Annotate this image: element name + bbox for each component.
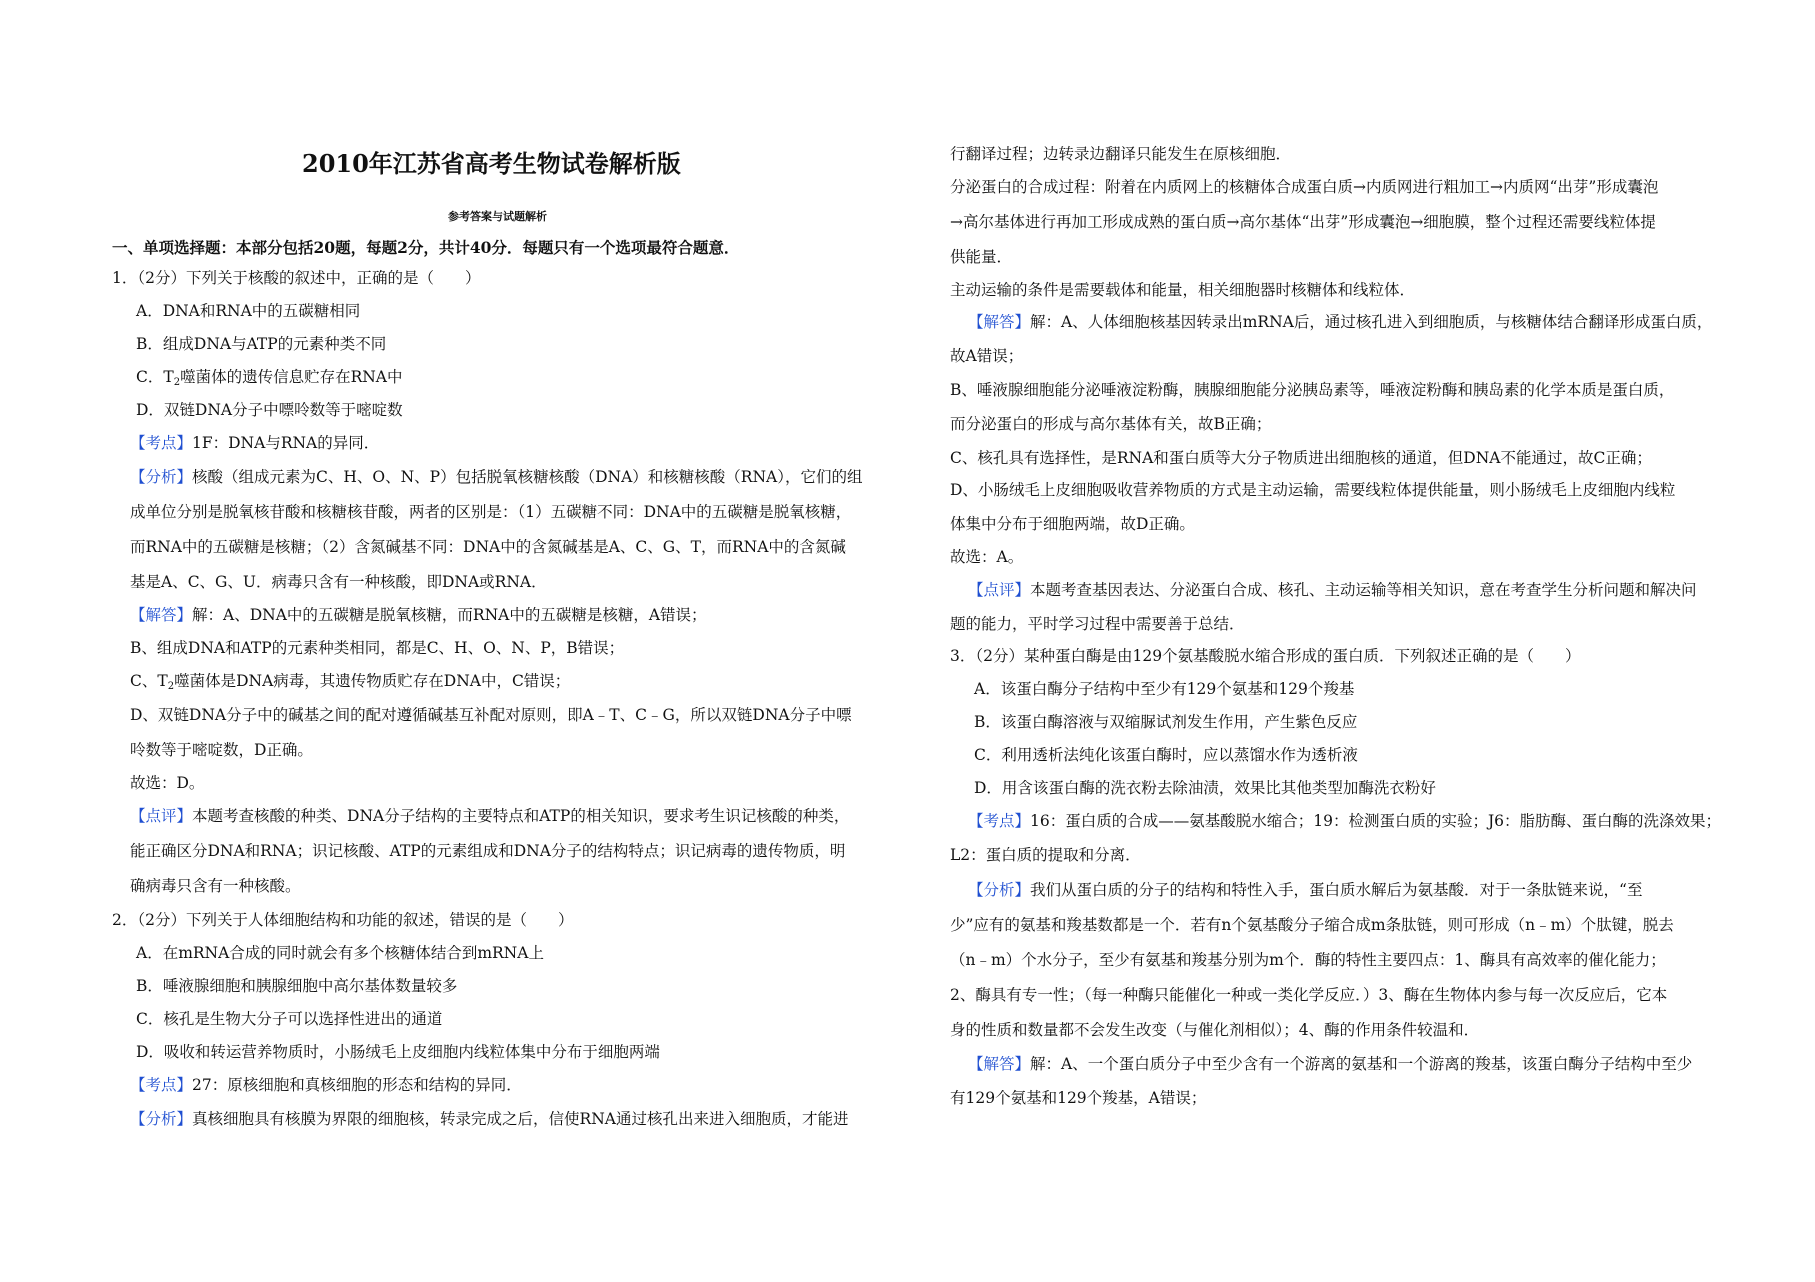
q2-kaodian-text: 27：原核细胞和真核细胞的形态和结构的异同． <box>192 1076 522 1094</box>
q1-kaodian <box>130 433 379 453</box>
q2-cont-line-3: →高尔基体进行再加工形成成熟的蛋白质→高尔基体“出芽”形成囊泡→细胞膜，整个过程还需要线粒体提 <box>950 213 1656 231</box>
jieda-tag: 【解答】 <box>968 313 1031 331</box>
q2-option-b: B．唾液腺细胞和胰腺细胞中高尔基体数量较多 <box>136 977 458 995</box>
q3-fenxi-line-5: 身的性质和数量都不会发生改变（与催化剂相似）；4、酶的作用条件较温和． <box>950 1021 1480 1039</box>
q1-fenxi <box>130 467 862 487</box>
q1-jieda <box>130 605 707 625</box>
q1-solution-d-2: 呤数等于嘧啶数，D正确。 <box>130 741 313 759</box>
q2-jieda-line-2: 故A错误； <box>950 347 1024 365</box>
q1-solution-b: B、组成DNA和ATP的元素种类相同，都是C、H、O、N、P，B错误； <box>130 639 625 657</box>
q3-jieda-text-1: 解：A、一个蛋白质分子中至少含有一个游离的氨基和一个游离的羧基，该蛋白酶分子结构中至少 <box>1030 1055 1693 1073</box>
q1-dianping-line-2: 能正确区分DNA和RNA；识记核酸、ATP的元素组成和DNA分子的结构特点；识记病毒的遗传物质，明 <box>130 842 846 860</box>
q2-jieda-text-1: 解：A、人体细胞核基因转录出mRNA后，通过核孔进入到细胞质，与核糖体结合翻译形成蛋白质， <box>1030 313 1713 331</box>
q1-answer: 故选：D。 <box>130 774 205 792</box>
q3-option-a: A．该蛋白酶分子结构中至少有129个氨基和129个羧基 <box>974 680 1355 698</box>
document-subtitle: 参考答案与试题解析 <box>448 210 547 223</box>
kaodian-tag: 【考点】 <box>130 434 193 452</box>
q3-option-b: B．该蛋白酶溶液与双缩脲试剂发生作用，产生紫色反应 <box>974 713 1358 731</box>
q1-jieda-text: 解：A、DNA中的五碳糖是脱氧核糖，而RNA中的五碳糖是核糖，A错误； <box>192 606 707 624</box>
q2-cont-line-4: 供能量． <box>950 248 1013 266</box>
dianping-tag: 【点评】 <box>968 581 1031 599</box>
q3-fenxi-line-2: 少”应有的氨基和羧基数都是一个．若有n个氨基酸分子缩合成m条肽链，则可形成（n﹣m）个肽键，脱去 <box>950 916 1674 934</box>
q1-stem: 1．（2分）下列关于核酸的叙述中，正确的是（ ） <box>112 269 481 287</box>
q1-option-c-pre: C．T <box>136 368 174 386</box>
q3-fenxi-line-4: 2、酶具有专一性；（每一种酶只能催化一种或一类化学反应．）3、酶在生物体内参与每一次反应后，它本 <box>950 986 1668 1004</box>
q1-dianping <box>130 806 849 826</box>
kaodian-tag: 【考点】 <box>130 1076 193 1094</box>
q1-kaodian-text: 1F：DNA与RNA的异同． <box>192 434 380 452</box>
q3-kaodian <box>968 811 1721 831</box>
q1-solution-c-post: 噬菌体是DNA病毒，其遗传物质贮存在DNA中，C错误； <box>174 672 571 690</box>
q2-solution-b-1: B、唾液腺细胞能分泌唾液淀粉酶，胰腺细胞能分泌胰岛素等，唾液淀粉酶和胰岛素的化学本质是蛋白质， <box>950 381 1675 399</box>
q2-solution-c: C、核孔具有选择性，是RNA和蛋白质等大分子物质进出细胞核的通道，但DNA不能通过，故C正确； <box>950 449 1652 467</box>
q1-dianping-text-1: 本题考查核酸的种类、DNA分子结构的主要特点和ATP的相关知识，要求考生识记核酸的种类， <box>192 807 850 825</box>
q2-dianping-line-2: 题的能力，平时学习过程中需要善于总结． <box>950 615 1245 633</box>
q2-jieda <box>968 312 1712 332</box>
q3-fenxi-line-3: （n﹣m）个水分子，至少有氨基和羧基分别为m个．酶的特性主要四点：1、酶具有高效率的催化能力； <box>950 951 1666 969</box>
jieda-tag: 【解答】 <box>968 1055 1031 1073</box>
q2-cont-line-1: 行翻译过程；边转录边翻译只能发生在原核细胞． <box>950 145 1292 163</box>
q2-dianping-text-1: 本题考查基因表达、分泌蛋白合成、核孔、主动运输等相关知识，意在考查学生分析问题和解决问 <box>1030 581 1697 599</box>
q1-solution-d-1: D、双链DNA分子中的碱基之间的配对遵循碱基互补配对原则，即A﹣T、C﹣G，所以双链DNA分子中嘌 <box>130 706 852 724</box>
section-heading: 一、单项选择题：本部分包括20题，每题2分，共计40分．每题只有一个选项最符合题意． <box>112 238 740 257</box>
fenxi-tag: 【分析】 <box>968 881 1031 899</box>
dianping-tag: 【点评】 <box>130 807 193 825</box>
q2-fenxi-text-1: 真核细胞具有核膜为界限的细胞核，转录完成之后，信使RNA通过核孔出来进入细胞质，才能进 <box>192 1110 849 1128</box>
q2-answer: 故选：A。 <box>950 548 1024 566</box>
q1-solution-c-sub: 2 <box>167 681 175 692</box>
q2-solution-d-1: D、小肠绒毛上皮细胞吸收营养物质的方式是主动运输，需要线粒体提供能量，则小肠绒毛上皮细胞内线粒 <box>950 481 1676 499</box>
q3-stem: 3．（2分）某种蛋白酶是由129个氨基酸脱水缩合形成的蛋白质．下列叙述正确的是（ ） <box>950 647 1581 665</box>
q2-option-c: C．核孔是生物大分子可以选择性进出的通道 <box>136 1010 443 1028</box>
q1-dianping-line-3: 确病毒只含有一种核酸。 <box>130 877 301 895</box>
q2-fenxi <box>130 1109 848 1129</box>
q1-option-c <box>136 367 403 393</box>
q1-solution-c-pre: C、T <box>130 672 168 690</box>
q2-kaodian <box>130 1075 522 1095</box>
q1-fenxi-line-2: 成单位分别是脱氧核苷酸和核糖核苷酸，两者的区别是：（1）五碳糖不同：DNA中的五碳糖是脱氧核糖， <box>130 503 852 521</box>
q3-fenxi <box>968 880 1642 900</box>
document-title: 2010年江苏省高考生物试卷解析版 <box>302 149 681 178</box>
q2-cont-line-2: 分泌蛋白的合成过程：附着在内质网上的核糖体合成蛋白质→内质网进行粗加工→内质网“出芽”形成囊泡 <box>950 178 1659 196</box>
jieda-tag: 【解答】 <box>130 606 193 624</box>
q1-option-d: D．双链DNA分子中嘌呤数等于嘧啶数 <box>136 401 403 419</box>
q3-option-c: C．利用透析法纯化该蛋白酶时，应以蒸馏水作为透析液 <box>974 746 1358 764</box>
q3-kaodian-line-2: L2：蛋白质的提取和分离． <box>950 846 1141 864</box>
q1-option-a: A．DNA和RNA中的五碳糖相同 <box>136 302 361 320</box>
q1-option-c-sub: 2 <box>173 377 181 388</box>
fenxi-tag: 【分析】 <box>130 1110 193 1128</box>
q2-option-a: A．在mRNA合成的同时就会有多个核糖体结合到mRNA上 <box>136 944 544 962</box>
q3-fenxi-text-1: 我们从蛋白质的分子的结构和特性入手，蛋白质水解后为氨基酸．对于一条肽链来说，“至 <box>1030 881 1643 899</box>
q2-cont-line-5: 主动运输的条件是需要载体和能量，相关细胞器时核糖体和线粒体． <box>950 281 1416 299</box>
q1-fenxi-text-1: 核酸（组成元素为C、H、O、N、P）包括脱氧核糖核酸（DNA）和核糖核酸（RNA），它们的组 <box>192 468 863 486</box>
q1-solution-c <box>130 671 570 697</box>
fenxi-tag: 【分析】 <box>130 468 193 486</box>
q3-jieda <box>968 1054 1692 1074</box>
q3-kaodian-text-1: 16：蛋白质的合成——氨基酸脱水缩合；19：检测蛋白质的实验；J6：脂肪酶、蛋白酶的洗涤效果； <box>1030 812 1722 830</box>
q2-option-d: D．吸收和转运营养物质时，小肠绒毛上皮细胞内线粒体集中分布于细胞两端 <box>136 1043 660 1061</box>
q1-option-c-post: 噬菌体的遗传信息贮存在RNA中 <box>180 368 403 386</box>
q1-option-b: B．组成DNA与ATP的元素种类不同 <box>136 335 387 353</box>
q1-fenxi-line-3: 而RNA中的五碳糖是核糖；（2）含氮碱基不同：DNA中的含氮碱基是A、C、G、T，而RNA中的含氮碱 <box>130 538 846 556</box>
q2-solution-d-2: 体集中分布于细胞两端，故D正确。 <box>950 515 1195 533</box>
q1-fenxi-line-4: 基是A、C、G、U．病毒只含有一种核酸，即DNA或RNA． <box>130 573 547 591</box>
q2-stem: 2．（2分）下列关于人体细胞结构和功能的叙述，错误的是（ ） <box>112 911 574 929</box>
q2-dianping <box>968 580 1697 600</box>
kaodian-tag: 【考点】 <box>968 812 1031 830</box>
q3-jieda-line-2: 有129个氨基和129个羧基，A错误； <box>950 1089 1207 1107</box>
q2-solution-b-2: 而分泌蛋白的形成与高尔基体有关，故B正确； <box>950 415 1272 433</box>
q3-option-d: D．用含该蛋白酶的洗衣粉去除油渍，效果比其他类型加酶洗衣粉好 <box>974 779 1436 797</box>
